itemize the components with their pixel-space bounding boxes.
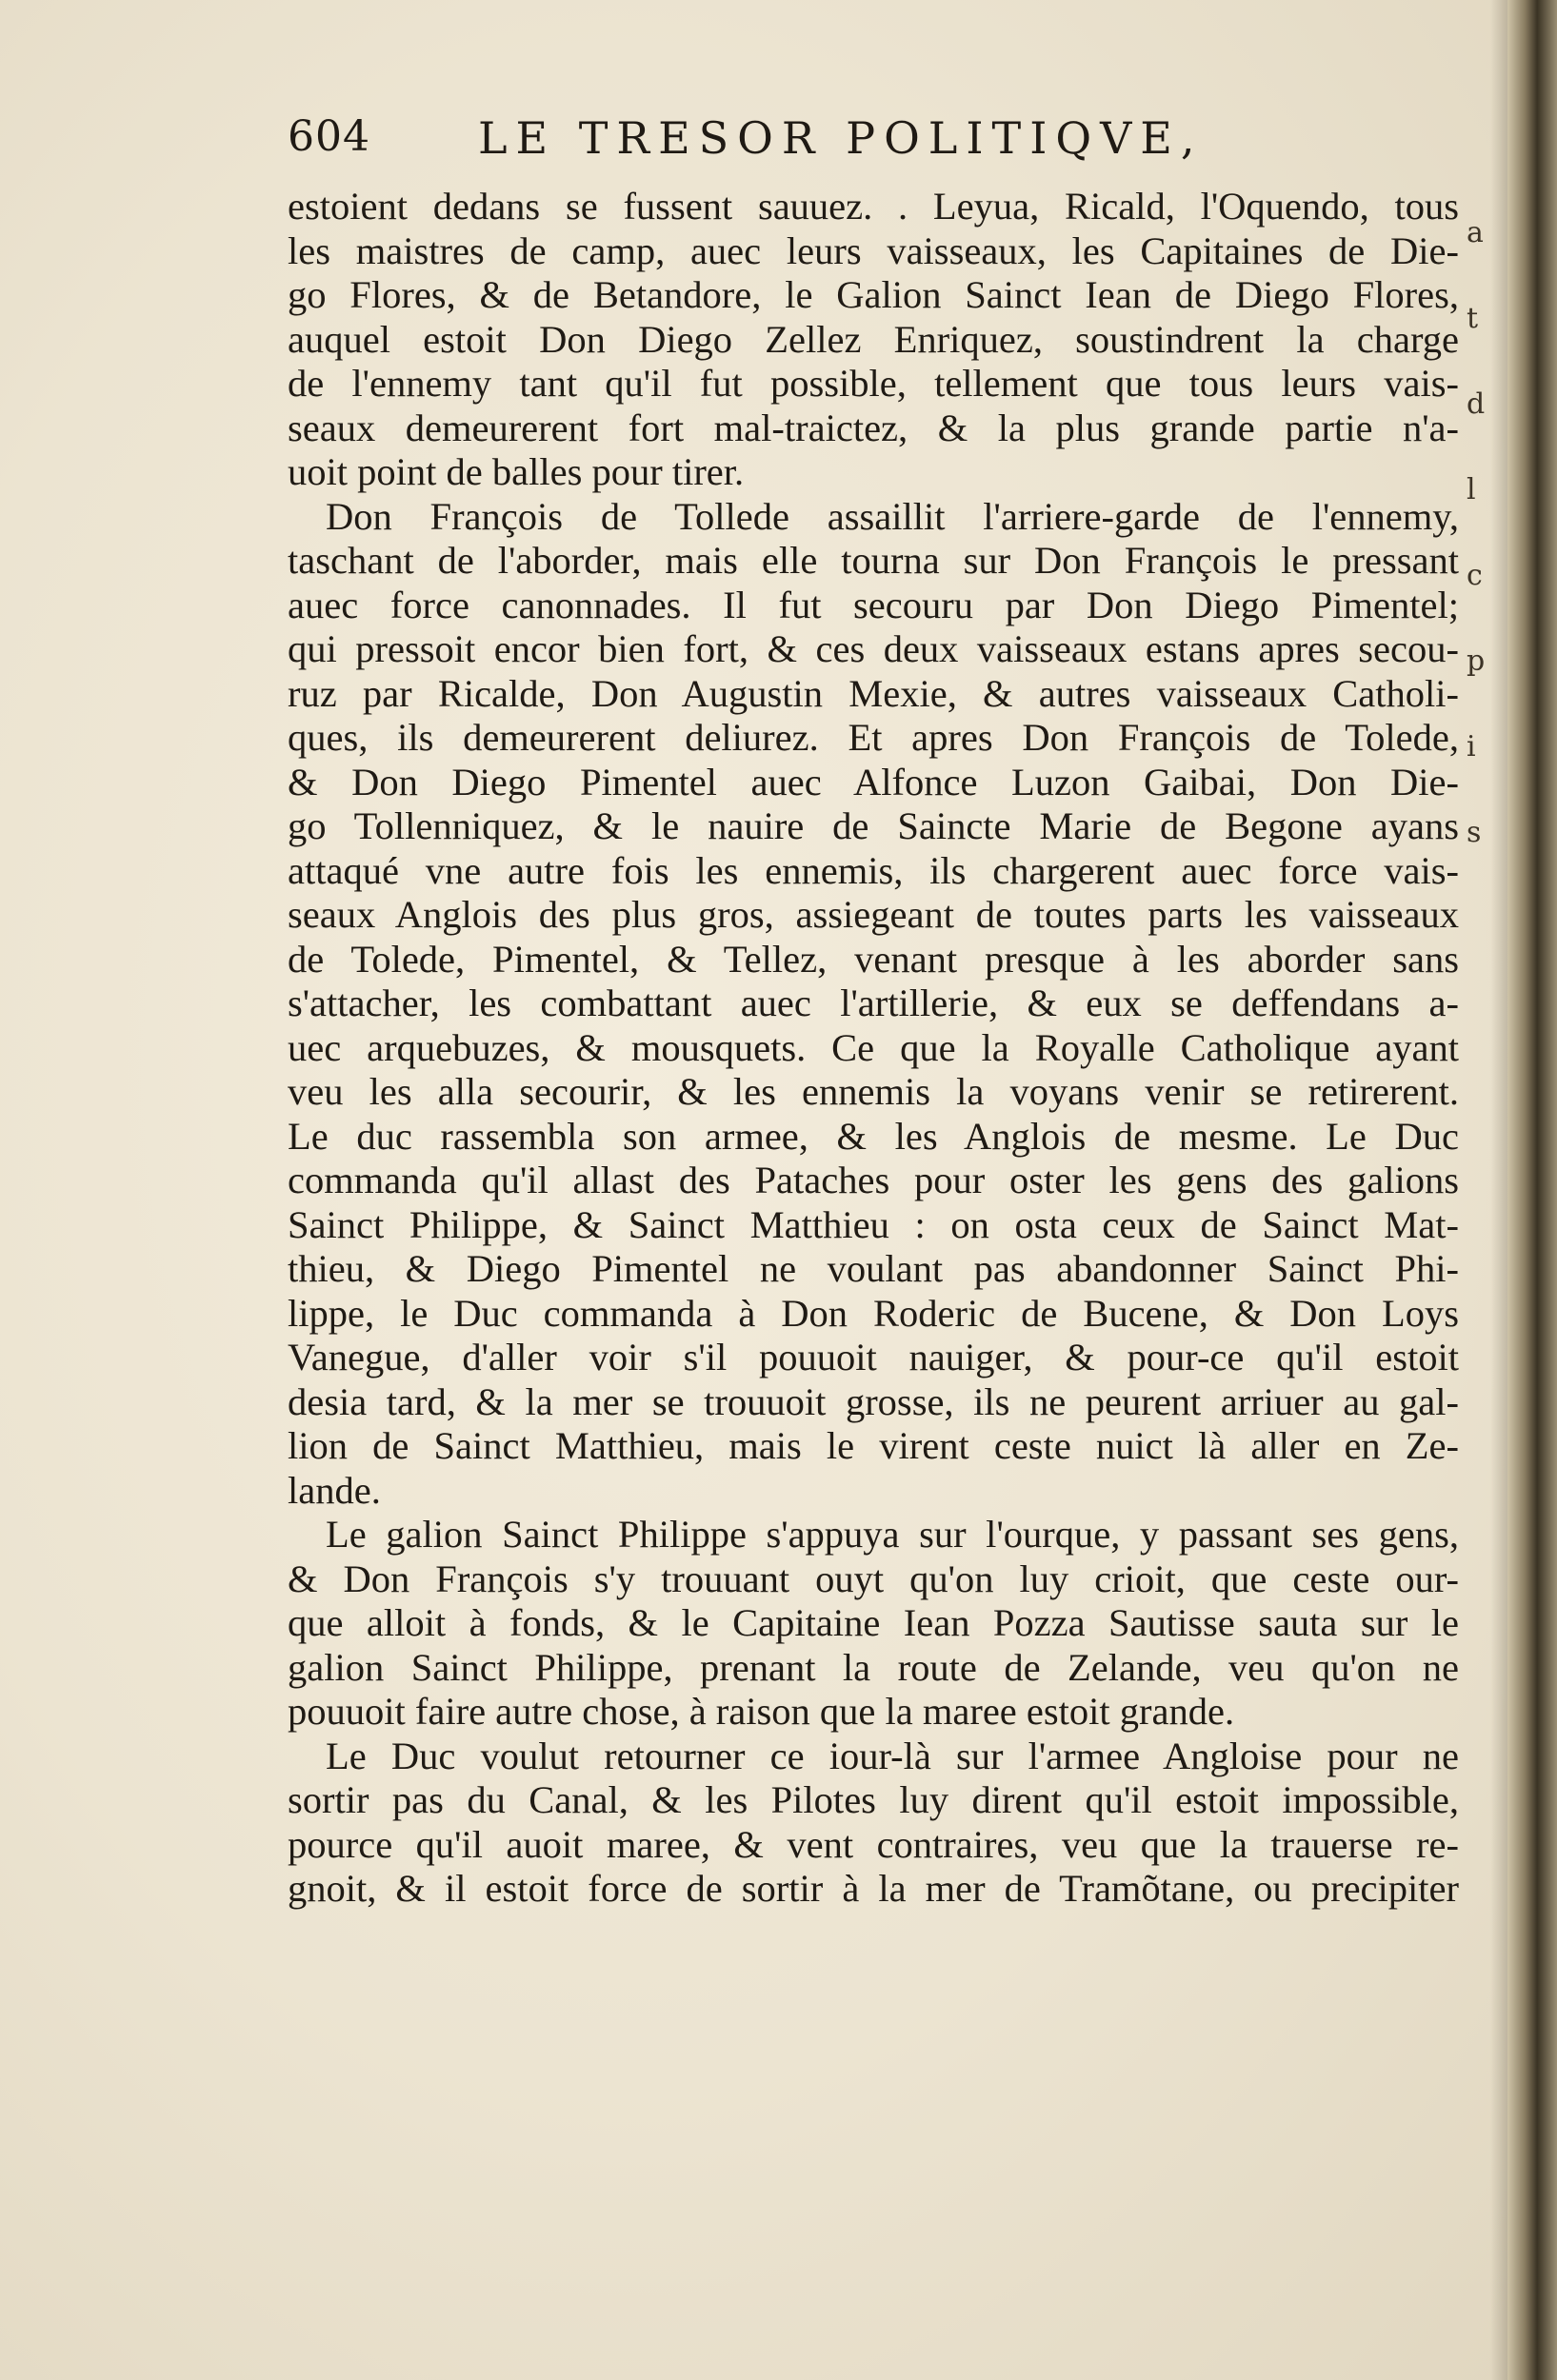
paragraph (288, 1735, 1459, 1912)
margin-mark: a (1467, 216, 1484, 249)
text-line: uec arquebuzes, & mousquets. Ce que la Royalle Catholique ayant (288, 1025, 1459, 1069)
margin-mark: t (1467, 302, 1479, 335)
text-line: desia tard, & la mer se trouuoit grosse, ils ne peurent arriuer au gal- (288, 1379, 1459, 1423)
text-line: go Flores, & de Betandore, le Galion Sainct Iean de Diego Flores, (288, 273, 1459, 316)
text-line: seaux Anglois des plus gros, assiegeant de toutes parts les vaisseaux (288, 893, 1459, 936)
text-line: qui pressoit encor bien fort, & ces deux vaisseaux estans apres secou- (288, 627, 1459, 670)
text-line: uoit point de balles pour tirer. (288, 450, 745, 493)
text-line: auquel estoit Don Diego Zellez Enriquez, soustindrent la charge (288, 317, 1459, 361)
running-title: LE TRESOR POLITIQVE, (478, 112, 1204, 164)
text-line: & Don François s'y trouuant ouyt qu'on luy crioit, que ceste our- (288, 1557, 1459, 1600)
text-line: go Tollenniquez, & le nauire de Saincte Marie de Begone ayans (288, 804, 1459, 847)
text-line: Don François de Tollede assaillit l'arriere-garde de l'ennemy, (326, 494, 1459, 538)
text-line: de Tolede, Pimentel, & Tellez, venant presque à les aborder sans (288, 937, 1459, 981)
text-line: & Don Diego Pimentel auec Alfonce Luzon Gaibai, Don Die- (288, 760, 1459, 803)
margin-mark: c (1467, 559, 1483, 592)
body-text (288, 185, 1459, 1912)
text-line: commanda qu'il allast des Pataches pour oster les gens des galions (288, 1159, 1459, 1201)
page-number: 604 (288, 112, 370, 161)
bleed-through-margin (1467, 190, 1505, 876)
text-line: auec force canonnades. Il fut secouru par Don Diego Pimentel; (288, 583, 1459, 626)
text-line: s'attacher, les combattant auec l'artillerie, & eux se deffendans a- (288, 982, 1459, 1024)
paragraph (288, 185, 1459, 495)
margin-mark: d (1467, 387, 1486, 421)
page-content (288, 112, 1459, 1912)
paragraph (288, 1513, 1459, 1735)
text-line: les maistres de camp, auec leurs vaisseaux, les Capitaines de Die- (288, 228, 1459, 272)
margin-mark: l (1467, 473, 1476, 506)
text-line: veu les alla secourir, & les ennemis la voyans venir se retirerent. (288, 1070, 1459, 1113)
text-line: galion Sainct Philippe, prenant la route de Zelande, veu qu'on ne (288, 1645, 1459, 1689)
text-line: pource qu'il auoit maree, & vent contraires, veu que la trauerse re- (288, 1822, 1459, 1866)
margin-mark: p (1467, 645, 1486, 678)
text-line: lion de Sainct Matthieu, mais le virent ceste nuict là aller en Ze- (288, 1424, 1459, 1467)
running-head (288, 112, 1459, 171)
text-line: seaux demeurerent fort mal-traictez, & la plus grande partie n'a- (288, 406, 1459, 449)
text-line: Vanegue, d'aller voir s'il pouuoit nauiger, & pour-ce qu'il estoit (288, 1336, 1459, 1378)
text-line: estoient dedans se fussent sauuez. . Leyua, Ricald, l'Oquendo, tous (288, 185, 1459, 228)
text-line: thieu, & Diego Pimentel ne voulant pas abandonner Sainct Phi- (288, 1247, 1459, 1290)
margin-mark: s (1467, 816, 1482, 849)
text-line: pouuoit faire autre chose, à raison que la maree estoit grande. (288, 1690, 1235, 1733)
text-line: ques, ils demeurerent deliurez. Et apres Don François de Tolede, (288, 716, 1459, 759)
text-line: attaqué vne autre fois les ennemis, ils chargerent auec force vais- (288, 848, 1459, 892)
text-line: que alloit à fonds, & le Capitaine Iean Pozza Sautisse sauta sur le (288, 1601, 1459, 1644)
text-line: lande. (288, 1468, 381, 1512)
text-line: Le Duc voulut retourner ce iour-là sur l'armee Angloise pour ne (326, 1734, 1459, 1777)
text-line: gnoit, & il estoit force de sortir à la mer de Tramõtane, ou precipiter (288, 1867, 1459, 1910)
text-line: Le duc rassembla son armee, & les Anglois de mesme. Le Duc (288, 1114, 1459, 1158)
text-line: Sainct Philippe, & Sainct Matthieu : on osta ceux de Sainct Mat- (288, 1202, 1459, 1246)
text-line: ruz par Ricalde, Don Augustin Mexie, & autres vaisseaux Catholi- (288, 671, 1459, 715)
paragraph (288, 495, 1459, 1514)
margin-mark: i (1467, 730, 1476, 764)
book-gutter (1507, 0, 1557, 2380)
text-line: lippe, le Duc commanda à Don Roderic de Bucene, & Don Loys (288, 1291, 1459, 1335)
text-line: Le galion Sainct Philippe s'appuya sur l'ourque, y passant ses gens, (326, 1513, 1459, 1556)
text-line: sortir pas du Canal, & les Pilotes luy dirent qu'il estoit impossible, (288, 1778, 1459, 1821)
text-line: de l'ennemy tant qu'il fut possible, tellement que tous leurs vais- (288, 362, 1459, 405)
text-line: taschant de l'aborder, mais elle tourna sur Don François le pressant (288, 539, 1459, 582)
